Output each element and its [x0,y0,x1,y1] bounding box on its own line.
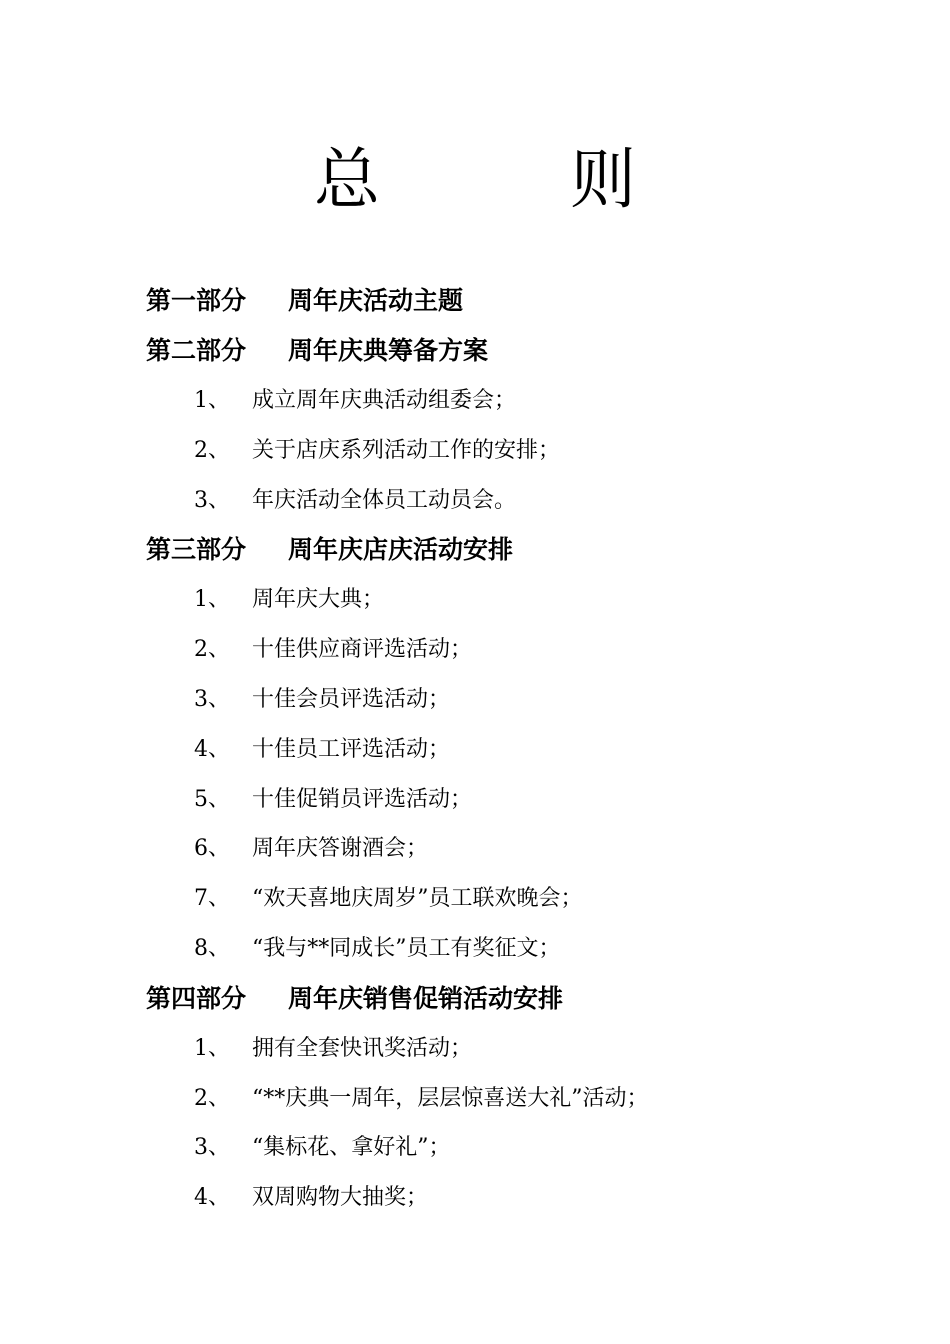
item-text: 十佳员工评选活动； [252,736,451,762]
item-number: 2、 [194,637,230,663]
section-heading [146,276,906,326]
item-text: 关于店庆系列活动工作的安排； [252,437,561,463]
section-part-label: 第三部分 [146,535,247,565]
item-number: 1、 [194,587,230,613]
section-title: 周年庆店庆活动安排 [288,535,514,565]
item-number: 3、 [194,487,230,513]
item-text: 十佳供应商评选活动； [252,637,473,663]
list-item [146,625,906,675]
section-title: 周年庆活动主题 [288,286,464,315]
list-item [146,426,906,476]
list-item [146,874,906,924]
item-number: 8、 [194,935,230,961]
item-text: “欢天喜地庆周岁”员工联欢晚会； [252,886,583,912]
item-number: 4、 [194,1185,230,1211]
list-item [146,1123,906,1173]
item-text: 周年庆答谢酒会； [252,836,429,862]
list-item [146,575,906,625]
item-number: 7、 [194,886,230,912]
item-number: 2、 [194,437,230,463]
item-number: 4、 [194,736,230,762]
list-item [146,376,906,426]
item-number: 3、 [194,1135,230,1161]
list-item [146,476,906,526]
section-title: 周年庆典筹备方案 [288,336,489,365]
item-text: 年庆活动全体员工动员会。 [252,487,517,513]
section-part-label: 第四部分 [146,983,247,1013]
item-text: 十佳促销员评选活动； [252,786,473,812]
section-part-label: 第一部分 [146,286,247,315]
item-text: 拥有全套快讯奖活动； [252,1035,473,1061]
item-text: 十佳会员评选活动； [252,686,451,712]
list-item [146,1024,906,1074]
item-text: “我与**同成长”员工有奖征文； [252,935,561,961]
item-text: 双周购物大抽奖； [252,1185,429,1211]
list-item [146,725,906,775]
item-text: “**庆典一周年，层层惊喜送大礼”活动； [252,1085,649,1111]
list-item [146,675,906,725]
item-number: 3、 [194,686,230,712]
list-item [146,1074,906,1124]
section-heading [146,525,906,575]
list-item [146,824,906,874]
section-title: 周年庆销售促销活动安排 [288,983,564,1013]
section-heading [146,974,906,1024]
item-text: “集标花、拿好礼”； [252,1135,451,1161]
item-text: 成立周年庆典活动组委会； [252,388,517,413]
page-title: 总 则 [314,141,698,218]
item-number: 2、 [194,1085,230,1111]
list-item [146,1173,906,1223]
list-item [146,924,906,974]
table-of-contents [146,276,906,1223]
section-heading [146,326,906,376]
item-number: 6、 [194,836,230,862]
item-number: 1、 [194,1035,230,1061]
item-number: 1、 [194,388,230,413]
item-number: 5、 [194,786,230,812]
list-item [146,775,906,825]
item-text: 周年庆大典； [252,587,385,613]
section-part-label: 第二部分 [146,336,247,365]
